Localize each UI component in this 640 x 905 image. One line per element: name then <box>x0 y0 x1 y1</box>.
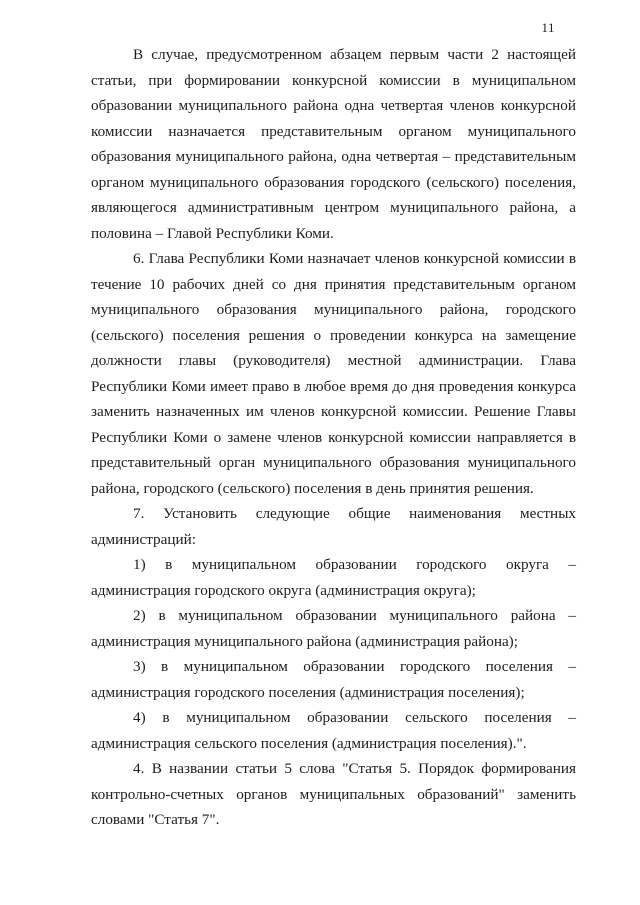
list-item-rural-settlement: 4) в муниципальном образовании сельского поселения – администрация сельского поселения (администрация поселения).". <box>91 709 576 752</box>
list-item-city-district: 1) в муниципальном образовании городского округа – администрация городского округа (администрация округа); <box>91 556 576 599</box>
paragraph-4-article-title: 4. В названии статьи 5 слова "Статья 5. Порядок формирования контрольно-счетных органов муниципальных образований" заменить словами "Статья 7". <box>91 760 576 828</box>
paragraph-6-appointment: 6. Глава Республики Коми назначает членов конкурсной комиссии в течение 10 рабочих дней со дня принятия представительным органом муниципального образования муниципального района, городского (сельского) поселения решения о проведении конкурса на замещение должности главы (руководителя) местной администрации. Глава Республики Коми имеет право в любое время до дня проведения конкурса заменить назначенных им членов конкурсной комиссии. Решение Главы Республики Коми о замене членов конкурсной комиссии направляется в представительный орган муниципального образования муниципального района, городского (сельского) поселения в день принятия решения. <box>91 250 576 497</box>
paragraph-commission-quota: В случае, предусмотренном абзацем первым части 2 настоящей статьи, при формировании конкурсной комиссии в муниципальном образовании муниципального района одна четвертая членов конкурсной комиссии назначается представительным органом муниципального образования муниципального района, одна четвертая – представительным органом муниципального образования городского (сельского) поселения, являющегося административным центром муниципального района, а половина – Главой Республики Коми. <box>91 46 576 242</box>
page-number: 11 <box>541 20 555 35</box>
paragraph-7-names: 7. Установить следующие общие наименования местных администраций: <box>91 505 576 548</box>
list-item-municipal-district: 2) в муниципальном образовании муниципального района – администрация муниципального района (администрация района); <box>91 607 576 650</box>
list-item-urban-settlement: 3) в муниципальном образовании городского поселения – администрация городского поселения (администрация поселения); <box>91 658 576 701</box>
document-body <box>91 42 576 833</box>
